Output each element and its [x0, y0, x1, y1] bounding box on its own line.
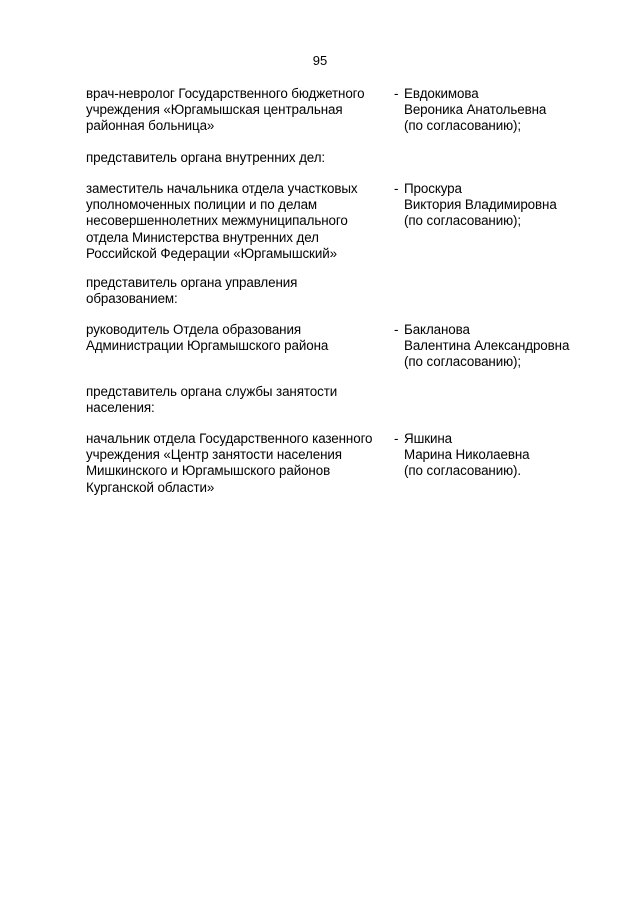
position-line: Администрации Юргамышского района — [86, 338, 329, 354]
dash-separator: - — [394, 322, 399, 337]
person-surname: Яшкина — [404, 431, 452, 446]
section-line: образованием: — [86, 291, 178, 307]
position-line: учреждения «Юргамышская центральная — [86, 102, 343, 118]
member-position — [86, 86, 390, 135]
position-line: уполномоченных полиции и по делам — [86, 197, 318, 213]
member-person — [394, 181, 594, 230]
page-number: 95 — [312, 53, 328, 68]
person-name: Валентина Александровна — [404, 338, 570, 354]
member-position — [86, 322, 390, 354]
person-note: (по согласованию); — [404, 213, 522, 229]
section-heading — [86, 384, 386, 416]
member-position — [86, 181, 390, 262]
person-name: Марина Николаевна — [404, 447, 530, 463]
dash-separator: - — [394, 181, 399, 196]
position-line: Курганской области» — [86, 479, 215, 495]
position-line: врач-невролог Государственного бюджетного — [86, 86, 365, 101]
member-position — [86, 431, 390, 496]
section-line: представитель органа внутренних дел: — [86, 150, 326, 165]
person-surname: Бакланова — [404, 322, 470, 337]
dash-separator: - — [394, 86, 399, 101]
member-person — [394, 431, 594, 480]
person-surname: Евдокимова — [404, 86, 479, 101]
position-line: Российской Федерации «Юргамышский» — [86, 245, 337, 261]
section-heading — [86, 150, 386, 166]
position-line: Мишкинского и Юргамышского районов — [86, 463, 331, 479]
position-line: руководитель Отдела образования — [86, 322, 301, 337]
member-person — [394, 322, 594, 371]
section-line: представитель органа службы занятости — [86, 384, 338, 399]
position-line: несовершеннолетних межмуниципального — [86, 213, 348, 229]
person-name: Вероника Анатольевна — [404, 102, 547, 118]
position-line: заместитель начальника отдела участковых — [86, 181, 358, 196]
section-line: населения: — [86, 400, 155, 416]
section-heading — [86, 275, 386, 307]
person-note: (по согласованию). — [404, 463, 522, 479]
member-person — [394, 86, 594, 135]
person-note: (по согласованию); — [404, 118, 522, 134]
position-line: районная больница» — [86, 118, 215, 134]
position-line: начальник отдела Государственного казенного — [86, 431, 373, 446]
person-surname: Проскура — [404, 181, 462, 196]
dash-separator: - — [394, 431, 399, 446]
person-note: (по согласованию); — [404, 354, 522, 370]
person-name: Виктория Владимировна — [404, 197, 557, 213]
section-line: представитель органа управления — [86, 275, 298, 290]
position-line: учреждения «Центр занятости населения — [86, 447, 342, 463]
position-line: отдела Министерства внутренних дел — [86, 229, 319, 245]
